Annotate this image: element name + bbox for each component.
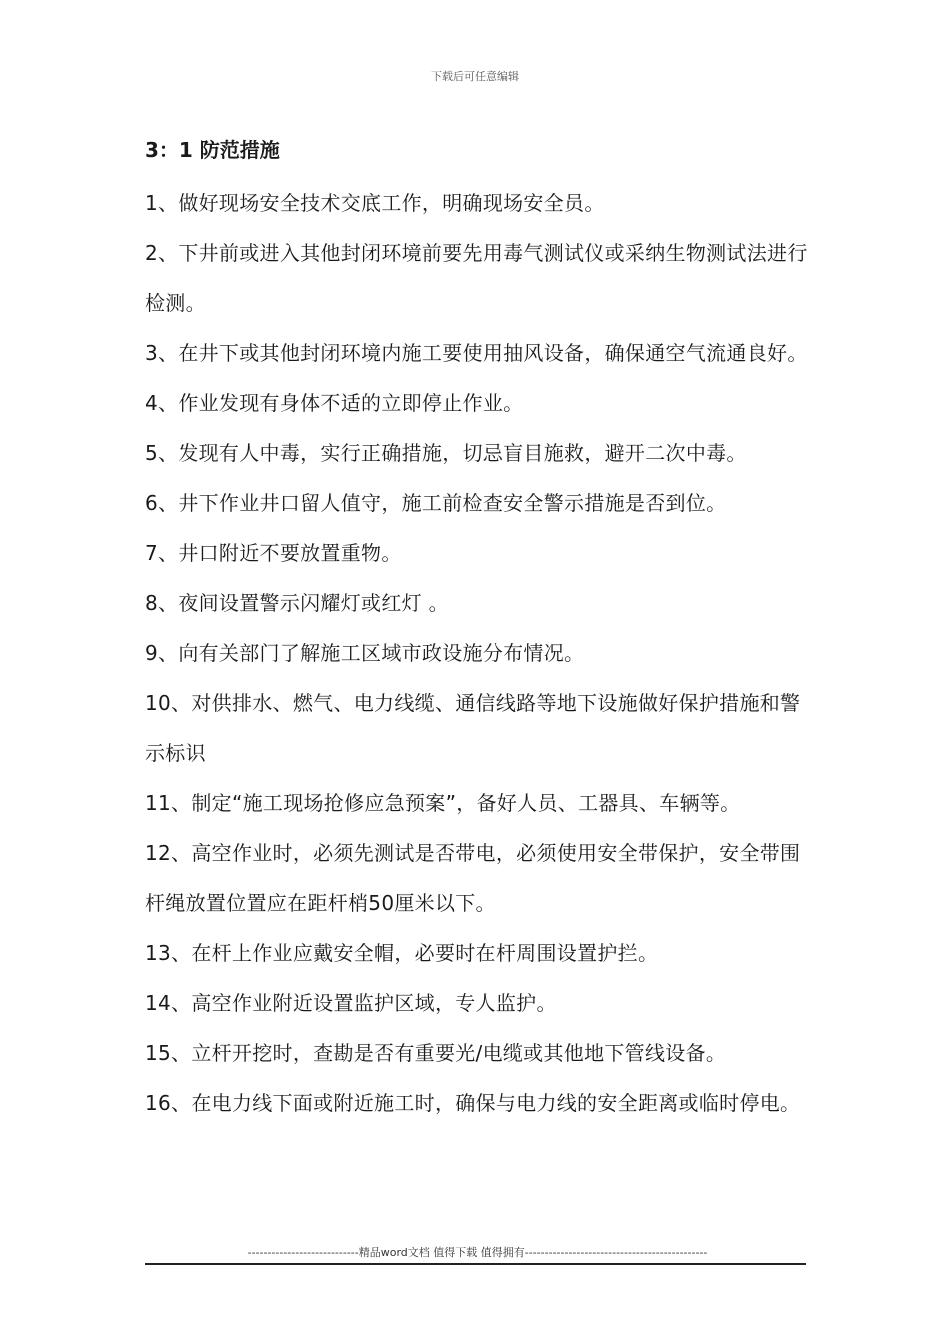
list-item: 8、夜间设置警示闪耀灯或红灯 。	[145, 591, 449, 615]
list-item: 14、高空作业附近设置监护区域，专人监护。	[145, 991, 557, 1015]
document-body	[145, 128, 810, 1128]
list-item: 9、向有关部门了解施工区域市政设施分布情况。	[145, 641, 585, 665]
list-item: 4、作业发现有身体不适的立即停止作业。	[145, 391, 524, 415]
page-header: 下载后可任意编辑	[431, 70, 519, 83]
list-item: 11、制定“施工现场抢修应急预案”，备好人员、工器具、车辆等。	[145, 791, 741, 815]
footer-rule	[145, 1263, 806, 1265]
list-item: 7、井口附近不要放置重物。	[145, 541, 402, 565]
list-item: 15、立杆开挖时，查勘是否有重要光/电缆或其他地下管线设备。	[145, 1041, 727, 1065]
page-footer: ----------------------------精品word文档 值得下载 值得拥有----------------------------------------------	[247, 1246, 708, 1259]
list-item: 5、发现有人中毒，实行正确措施，切忌盲目施救，避开二次中毒。	[145, 441, 747, 465]
list-item: 10、对供排水、燃气、电力线缆、通信线路等地下设施做好保护措施和警示标识	[145, 691, 801, 765]
list-item: 16、在电力线下面或附近施工时，确保与电力线的安全距离或临时停电。	[145, 1091, 801, 1115]
list-item: 1、做好现场安全技术交底工作，明确现场安全员。	[145, 191, 605, 215]
section-heading: 3：1 防范措施	[145, 138, 280, 162]
list-item: 12、高空作业时，必须先测试是否带电，必须使用安全带保护，安全带围杆绳放置位置应在距杆梢50厘米以下。	[145, 841, 801, 915]
list-item: 13、在杆上作业应戴安全帽，必要时在杆周围设置护拦。	[145, 941, 659, 965]
list-item: 3、在井下或其他封闭环境内施工要使用抽风设备，确保通空气流通良好。	[145, 341, 808, 365]
list-item: 6、井下作业井口留人值守，施工前检查安全警示措施是否到位。	[145, 491, 727, 515]
list-item: 2、下井前或进入其他封闭环境前要先用毒气测试仪或采纳生物测试法进行检测。	[145, 241, 808, 315]
